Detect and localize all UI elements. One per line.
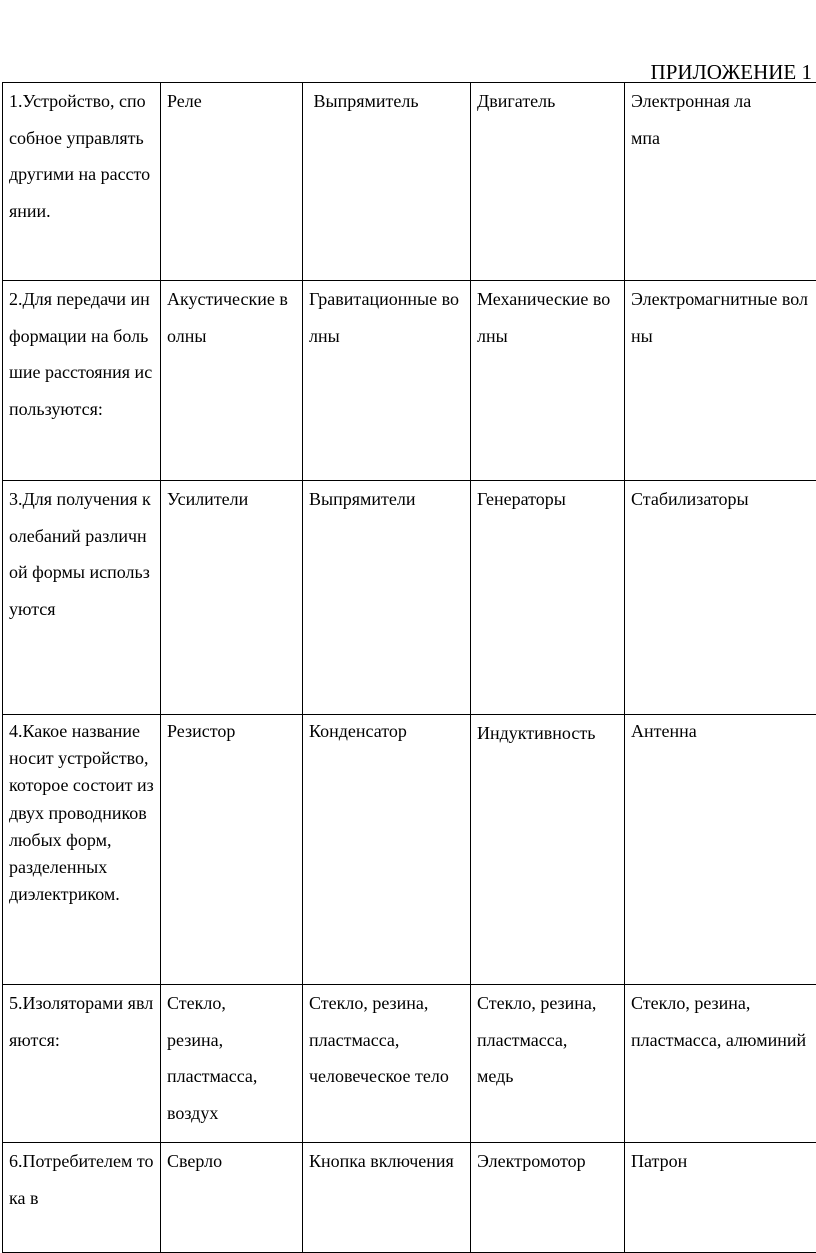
- option-text: Конденсатор: [309, 718, 464, 745]
- option-cell-a: [161, 1143, 303, 1253]
- option-cell-d: [625, 281, 816, 481]
- option-text: Индуктивность: [477, 715, 618, 752]
- option-text: Сверло: [167, 1143, 296, 1180]
- option-text: Акустические волны: [167, 281, 296, 354]
- option-cell-d: [625, 481, 816, 715]
- question-text: 3.Для получения колебаний различной формы используются: [9, 481, 154, 627]
- option-text: Стекло, резина, пластмасса, медь: [477, 985, 604, 1095]
- option-cell-d: [625, 83, 816, 281]
- option-text: Генераторы: [477, 481, 618, 518]
- option-cell-b: [303, 715, 471, 985]
- question-row-5: [3, 985, 816, 1143]
- option-cell-a: [161, 985, 303, 1143]
- option-text: Резистор: [167, 718, 296, 745]
- option-text: Гравитационные волны: [309, 281, 464, 354]
- question-row-2: [3, 281, 816, 481]
- option-text: Стабилизаторы: [631, 481, 810, 518]
- option-cell-b: [303, 281, 471, 481]
- option-text: Двигатель: [477, 83, 618, 120]
- option-text: Антенна: [631, 718, 810, 745]
- option-text: Выпрямители: [309, 481, 464, 518]
- option-cell-c: [471, 1143, 625, 1253]
- option-cell-d: [625, 1143, 816, 1253]
- option-cell-a: [161, 481, 303, 715]
- option-text: Реле: [167, 83, 296, 120]
- question-cell: [3, 481, 161, 715]
- option-cell-b: [303, 83, 471, 281]
- option-cell-a: [161, 715, 303, 985]
- question-row-3: [3, 481, 816, 715]
- option-cell-b: [303, 481, 471, 715]
- option-text: Кнопка включения: [309, 1143, 464, 1180]
- option-cell-c: [471, 715, 625, 985]
- option-cell-b: [303, 985, 471, 1143]
- option-text: Усилители: [167, 481, 296, 518]
- option-text: Стекло, резина, пластмасса, воздух: [167, 985, 282, 1131]
- question-cell: [3, 1143, 161, 1253]
- question-text: 1.Устройство, способное управлять другими на расстоянии.: [9, 83, 154, 229]
- option-cell-c: [471, 481, 625, 715]
- option-text: Электронная лампа: [631, 83, 762, 156]
- question-cell: [3, 83, 161, 281]
- question-row-1: [3, 83, 816, 281]
- option-text: Стекло, резина, пластмасса, алюминий: [631, 985, 810, 1058]
- option-cell-a: [161, 281, 303, 481]
- question-cell: [3, 985, 161, 1143]
- question-cell: [3, 281, 161, 481]
- option-text: Стекло, резина, пластмасса, человеческое тело: [309, 985, 464, 1095]
- option-text: Выпрямитель: [309, 83, 464, 120]
- question-text: 2.Для передачи информации на большие расстояния используются:: [9, 281, 154, 427]
- question-cell: [3, 715, 161, 985]
- option-text: Электромотор: [477, 1143, 618, 1180]
- question-text: 5.Изоляторами являются:: [9, 985, 154, 1058]
- option-text: Электромагнитные волны: [631, 281, 810, 354]
- quiz-table: [2, 82, 816, 1253]
- option-cell-d: [625, 715, 816, 985]
- option-cell-c: [471, 281, 625, 481]
- question-row-6: [3, 1143, 816, 1253]
- option-cell-c: [471, 83, 625, 281]
- option-text: Механические волны: [477, 281, 618, 354]
- option-cell-c: [471, 985, 625, 1143]
- option-text: Патрон: [631, 1143, 810, 1180]
- option-cell-b: [303, 1143, 471, 1253]
- question-text: 4.Какое название носит устройство, которое состоит из двух проводников любых форм, разделенных диэлектриком.: [9, 718, 154, 908]
- question-text: 6.Потребителем тока в: [9, 1143, 154, 1216]
- option-cell-a: [161, 83, 303, 281]
- question-row-4: [3, 715, 816, 985]
- option-cell-d: [625, 985, 816, 1143]
- appendix-label: ПРИЛОЖЕНИЕ 1: [651, 58, 812, 86]
